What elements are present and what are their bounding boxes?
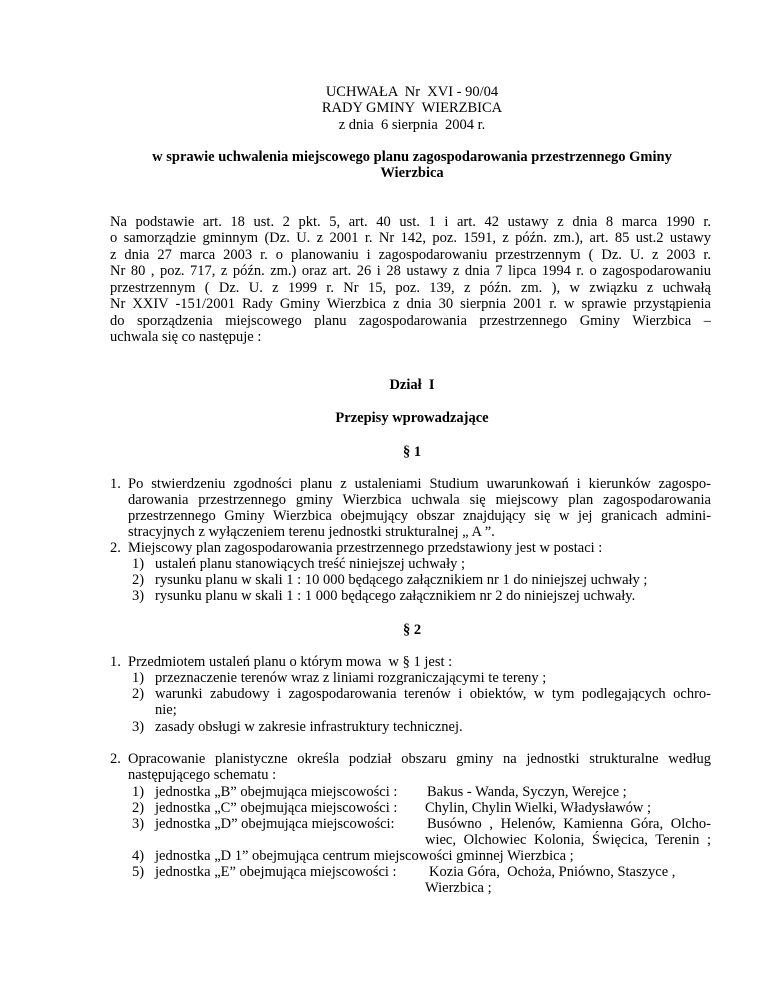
item-number: 2) — [132, 686, 145, 702]
preamble-line: przestrzennym ( Dz. U. z 1999 r. Nr 15, poz. 139, z późn. zm. ), w związku z uchwałą — [110, 280, 711, 296]
subject-line: Wierzbica — [380, 165, 444, 181]
preamble-line: Nr 80 , poz. 717, z późn. zm.) oraz art. 26 i 28 ustawy z dnia 7 lipca 1994 r. o zagospodarowaniu — [110, 263, 711, 279]
unit-places: Bakus - Wanda, Syczyn, Werejce ; — [427, 784, 627, 800]
preamble-line: do sporządzenia miejscowego planu zagospodarowania przestrzennego Gminy Wierzbica – — [110, 313, 711, 329]
paragraph-line: Miejscowy plan zagospodarowania przestrzennego przedstawiony jest w postaci : — [128, 540, 603, 556]
paragraph-number: 2. — [110, 540, 121, 556]
item-number: 4) — [132, 848, 145, 864]
section-heading: § 2 — [402, 622, 422, 638]
item-number: 1) — [132, 784, 145, 800]
paragraph-line: Przedmiotem ustaleń planu o którym mowa w § 1 jest : — [128, 654, 453, 670]
paragraph-line: Po stwierdzeniu zgodności planu z ustaleniami Studium uwarunkowań i kierunków zagospo- — [128, 476, 711, 492]
unit-places: Chylin, Chylin Wielki, Władysławów ; — [425, 800, 652, 816]
item-number: 1) — [132, 556, 145, 572]
item-number: 3) — [132, 816, 145, 832]
unit-places-continuation: Wierzbica ; — [425, 880, 492, 896]
unit-places: Busówno , Helenów, Kamienna Góra, Olcho- — [427, 816, 711, 832]
preamble-line: z dnia 27 marca 2003 r. o planowaniu i zagospodarowaniu przestrzennym ( Dz. U. z 2003 r. — [110, 247, 711, 263]
division-subtitle: Przepisy wprowadzające — [335, 410, 489, 426]
paragraph-line: następującego schematu : — [128, 767, 277, 783]
unit-label: jednostka „B” obejmująca miejscowości : — [155, 784, 398, 800]
preamble-line: Na podstawie art. 18 ust. 2 pkt. 5, art. 40 ust. 1 i art. 42 ustawy z dnia 8 marca 1990 r. — [110, 214, 711, 230]
item-number: 1) — [132, 670, 145, 686]
list-item-continuation: nie; — [155, 702, 177, 718]
item-number: 3) — [132, 588, 145, 604]
item-number: 5) — [132, 864, 145, 880]
subject-line: w sprawie uchwalenia miejscowego planu zagospodarowania przestrzennego Gminy — [152, 149, 672, 165]
unit-places-continuation: wiec, Olchowiec Kolonia, Święcica, Terenin ; — [425, 832, 711, 848]
list-item: zasady obsługi w zakresie infrastruktury technicznej. — [155, 719, 463, 735]
item-number: 2) — [132, 572, 145, 588]
unit-label: jednostka „E” obejmująca miejscowości : — [155, 864, 397, 880]
list-item: rysunku planu w skali 1 : 1 000 będącego załącznikiem nr 2 do niniejszej uchwały. — [155, 588, 636, 604]
resolution-number: UCHWAŁA Nr XVI - 90/04 — [325, 84, 499, 100]
paragraph-line: stracyjnych z wyłączeniem terenu jednostki strukturalnej „ A ”. — [128, 524, 495, 540]
item-number: 3) — [132, 719, 145, 735]
section-heading: § 1 — [402, 444, 422, 460]
paragraph-number: 2. — [110, 751, 121, 767]
list-item: przeznaczenie terenów wraz z liniami rozgraniczającymi te tereny ; — [155, 670, 547, 686]
division-title: Dział I — [389, 377, 435, 393]
list-item: rysunku planu w skali 1 : 10 000 będącego załącznikiem nr 1 do niniejszej uchwały ; — [155, 572, 648, 588]
unit-label: jednostka „D 1” obejmująca centrum miejscowości gminnej Wierzbica ; — [155, 848, 574, 864]
issuing-body: RADY GMINY WIERZBICA — [321, 100, 503, 116]
list-item: warunki zabudowy i zagospodarowania terenów i obiektów, w tym podlegających ochro- — [155, 686, 711, 702]
unit-label: jednostka „C” obejmująca miejscowości : — [155, 800, 398, 816]
paragraph-line: darowania przestrzennego gminy Wierzbica uchwala się miejscowy plan zagospodarowania — [128, 492, 711, 508]
paragraph-number: 1. — [110, 654, 121, 670]
item-number: 2) — [132, 800, 145, 816]
list-item: ustaleń planu stanowiących treść niniejszej uchwały ; — [155, 556, 466, 572]
resolution-date: z dnia 6 sierpnia 2004 r. — [338, 117, 486, 133]
paragraph-line: Opracowanie planistyczne określa podział obszaru gminy na jednostki strukturalne według — [128, 751, 711, 767]
paragraph-line: przestrzennego Gminy Wierzbica obejmujący obszar znajdujący się w jej granicach admini- — [128, 508, 711, 524]
paragraph-number: 1. — [110, 476, 121, 492]
preamble-line: o samorządzie gminnym (Dz. U. z 2001 r. Nr 142, poz. 1591, z późn. zm.), art. 85 ust.2 ustawy — [110, 230, 711, 246]
unit-places: Kozia Góra, Ochoża, Pniówno, Staszyce , — [429, 864, 676, 880]
preamble-line: Nr XXIV -151/2001 Rady Gminy Wierzbica z dnia 30 sierpnia 2001 r. w sprawie przystąpienia — [110, 296, 711, 312]
unit-label: jednostka „D” obejmująca miejscowości: — [155, 816, 395, 832]
preamble-line: uchwala się co następuje : — [110, 329, 262, 345]
